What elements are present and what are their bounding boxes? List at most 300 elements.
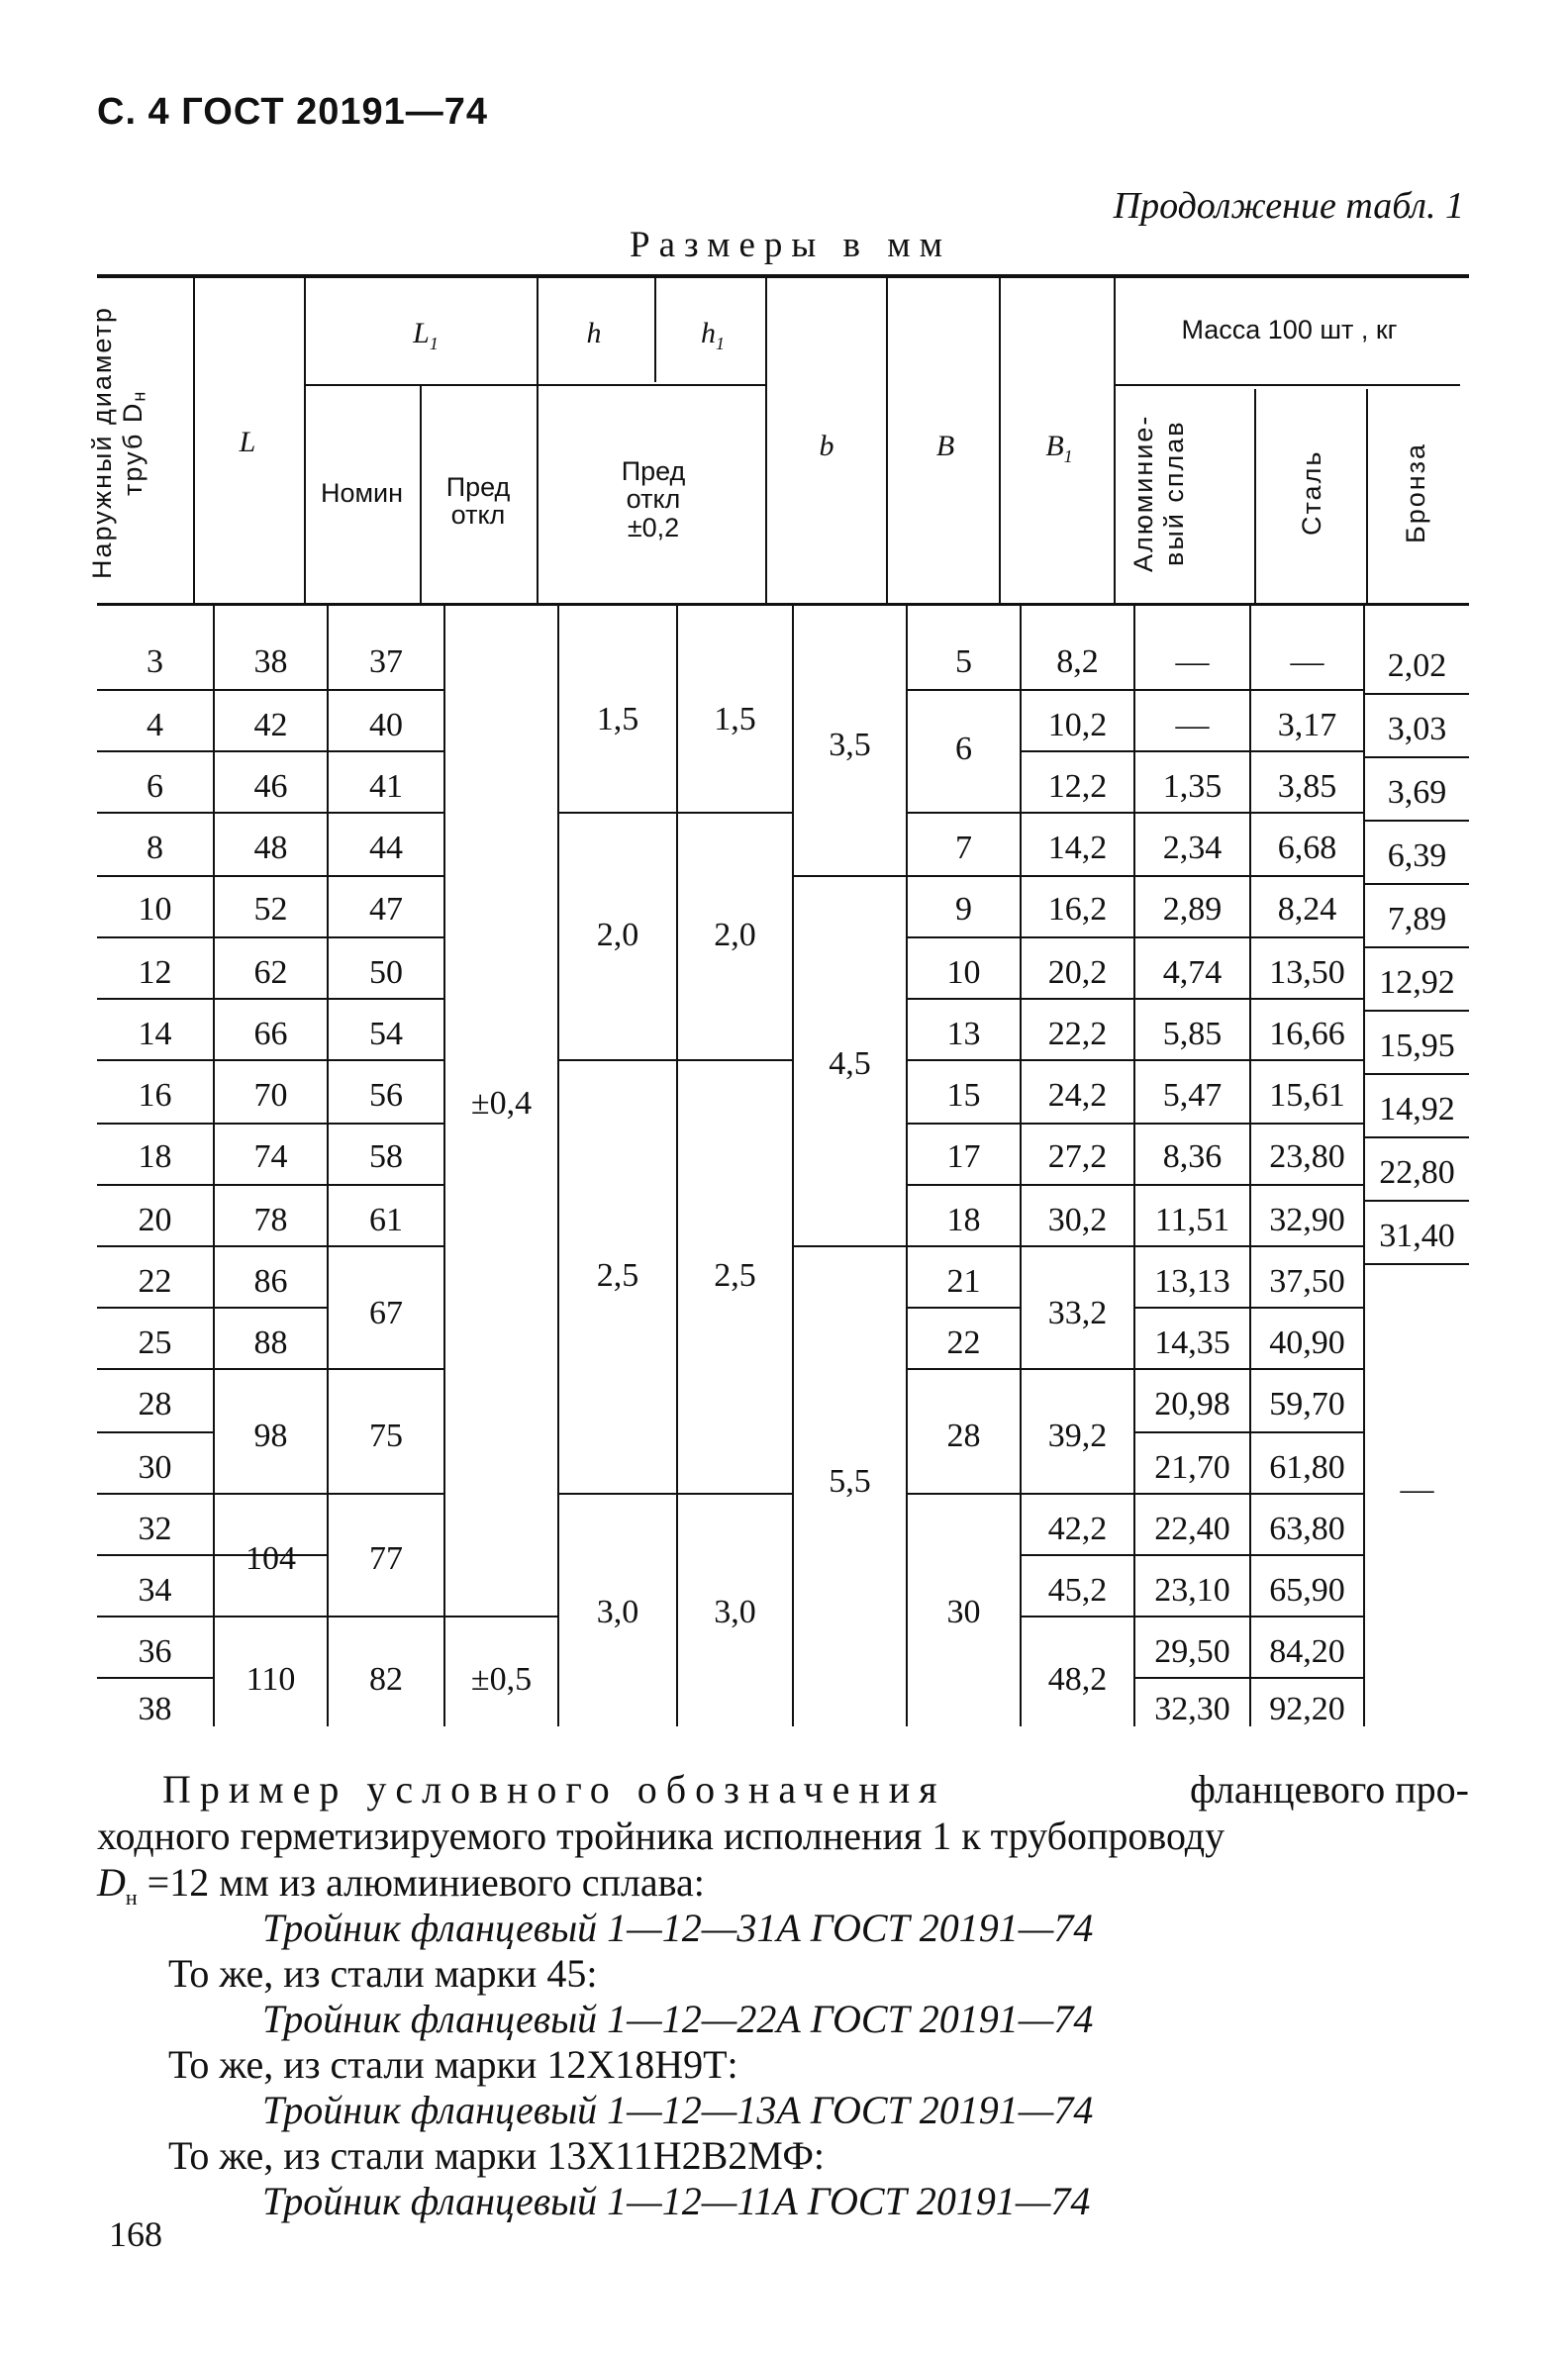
row-separator <box>97 1431 213 1433</box>
B-cell: 9 <box>955 891 972 928</box>
row-separator <box>794 1245 906 1247</box>
row-separator <box>329 998 443 1000</box>
row-separator <box>1251 1059 1363 1061</box>
body-divider <box>557 606 559 1726</box>
row-separator <box>215 1245 327 1247</box>
row-separator <box>329 1184 443 1186</box>
row-separator <box>1365 1073 1469 1075</box>
row-separator <box>215 1616 327 1618</box>
standard-code: ГОСТ 20191—74 <box>181 91 489 133</box>
L1-nominal-cell: 54 <box>369 1016 403 1052</box>
hdr-divider <box>537 278 539 603</box>
mass-steel-cell: 15,61 <box>1269 1077 1345 1114</box>
L1-nominal-cell: 75 <box>369 1418 403 1454</box>
example-intro-line1: Пример условного обозначения фланцевого про- <box>162 1767 1469 1812</box>
L-cell: 74 <box>253 1138 288 1175</box>
B-cell: 28 <box>946 1418 981 1454</box>
row-separator <box>97 1616 213 1618</box>
mass-steel-cell: 23,80 <box>1269 1138 1345 1175</box>
row-separator <box>97 875 213 877</box>
hdr-divider <box>1114 278 1116 603</box>
dn-cell: 14 <box>138 1016 172 1052</box>
row-separator <box>329 1245 443 1247</box>
B1-cell: 20,2 <box>1047 954 1108 991</box>
row-separator <box>1365 946 1469 948</box>
header-bottom-rule <box>97 603 1469 606</box>
L-cell: 46 <box>253 768 288 805</box>
header-b: b <box>819 430 834 462</box>
row-separator <box>1251 1368 1363 1370</box>
same-steel-13x11: То же, из стали марки 13Х11Н2В2МФ: <box>168 2133 826 2178</box>
B1-cell: 12,2 <box>1047 768 1108 805</box>
h-cell: 1,5 <box>596 701 639 737</box>
row-separator <box>97 1307 213 1309</box>
header-B1: $B_1$ <box>1045 430 1073 466</box>
hdr-divider <box>999 278 1001 603</box>
row-separator <box>97 1245 213 1247</box>
B-cell: 5 <box>955 643 972 680</box>
B1-cell: 24,2 <box>1047 1077 1108 1114</box>
row-separator <box>97 936 213 938</box>
row-separator <box>1135 875 1249 877</box>
example-intro-line2: ходного герметизируемого тройника исполнения 1 к трубопроводу <box>97 1814 1225 1858</box>
B-cell: 7 <box>955 830 972 866</box>
body-divider <box>443 606 445 1726</box>
row-separator <box>215 689 327 691</box>
mass-aluminium-cell: 2,89 <box>1162 891 1223 928</box>
L-cell: 62 <box>253 954 288 991</box>
B-cell: 13 <box>946 1016 981 1052</box>
page-label: С. 4 <box>97 91 170 133</box>
row-separator <box>908 689 1020 691</box>
B1-cell: 45,2 <box>1047 1572 1108 1609</box>
row-separator <box>908 875 1020 877</box>
mass-bronze-cell: 6,39 <box>1387 837 1447 874</box>
row-separator <box>329 750 443 752</box>
B1-cell: 22,2 <box>1047 1016 1108 1052</box>
mass-aluminium-cell: 14,35 <box>1154 1324 1230 1361</box>
row-separator <box>97 1368 213 1370</box>
row-separator <box>1365 693 1469 695</box>
mass-steel-cell: 92,20 <box>1269 1691 1345 1727</box>
hdr-subline <box>1114 384 1460 386</box>
L-cell: 98 <box>253 1418 288 1454</box>
row-separator <box>1135 1059 1249 1061</box>
row-separator <box>908 998 1020 1000</box>
header-h1: $h_1$ <box>701 317 725 353</box>
dn-cell: 4 <box>147 707 163 743</box>
row-separator <box>1251 1123 1363 1125</box>
header-bronze: Бронза <box>1401 441 1430 544</box>
row-separator <box>908 1059 1020 1061</box>
row-separator <box>1022 998 1133 1000</box>
mass-steel-cell: — <box>1290 643 1324 680</box>
dn-cell: 36 <box>138 1633 172 1670</box>
row-separator <box>97 812 213 814</box>
L1-nominal-cell: 56 <box>369 1077 403 1114</box>
row-separator <box>97 998 213 1000</box>
row-separator <box>1022 812 1133 814</box>
row-separator <box>1135 689 1249 691</box>
row-separator <box>1022 1123 1133 1125</box>
mass-aluminium-cell: 2,34 <box>1162 830 1223 866</box>
header-L1: $L_1$ <box>413 317 439 353</box>
B1-cell: 8,2 <box>1056 643 1099 680</box>
L1-nominal-cell: 44 <box>369 830 403 866</box>
table-continuation: Продолжение табл. 1 <box>1113 185 1464 227</box>
dn-cell: 32 <box>138 1511 172 1547</box>
mass-aluminium-cell: — <box>1175 643 1210 680</box>
designation-1: Тройник фланцевый 1—12—31А ГОСТ 20191—74 <box>262 1906 1094 1950</box>
header-h: h <box>586 317 602 349</box>
row-separator <box>1365 756 1469 758</box>
B-cell: 21 <box>946 1263 981 1300</box>
hdr-divider <box>765 278 767 603</box>
same-steel-12x18: То же, из стали марки 12Х18Н9Т: <box>168 2042 738 2087</box>
row-separator <box>1365 1010 1469 1012</box>
L-cell: 88 <box>253 1324 288 1361</box>
mass-steel-cell: 65,90 <box>1269 1572 1345 1609</box>
dn-cell: 34 <box>138 1572 172 1609</box>
h1-cell: 1,5 <box>714 701 756 737</box>
mass-steel-cell: 32,90 <box>1269 1202 1345 1238</box>
units-caption: Размеры в мм <box>630 225 952 265</box>
dn-cell: 25 <box>138 1324 172 1361</box>
row-separator <box>215 936 327 938</box>
row-separator <box>1251 936 1363 938</box>
row-separator <box>908 1245 1020 1247</box>
row-separator <box>908 1307 1020 1309</box>
mass-bronze-cell: — <box>1400 1471 1434 1508</box>
row-separator <box>1365 820 1469 822</box>
L-cell: 66 <box>253 1016 288 1052</box>
L1-tolerance-cell: ±0,5 <box>470 1661 533 1698</box>
row-separator <box>1022 1493 1133 1495</box>
mass-steel-cell: 40,90 <box>1269 1324 1345 1361</box>
mass-aluminium-cell: 5,47 <box>1162 1077 1223 1114</box>
row-separator <box>97 1493 213 1495</box>
B-cell: 18 <box>946 1202 981 1238</box>
mass-aluminium-cell: — <box>1175 707 1210 743</box>
row-separator <box>445 1616 557 1618</box>
row-separator <box>1251 1184 1363 1186</box>
row-separator <box>329 936 443 938</box>
B-cell: 15 <box>946 1077 981 1114</box>
mass-bronze-cell: 15,95 <box>1379 1028 1455 1064</box>
B-cell: 10 <box>946 954 981 991</box>
row-separator <box>97 1554 213 1556</box>
row-separator <box>908 1368 1020 1370</box>
row-separator <box>1135 1431 1249 1433</box>
row-separator <box>215 1059 327 1061</box>
B-cell: 30 <box>946 1594 981 1630</box>
hdr-divider <box>886 278 888 603</box>
L-cell: 110 <box>245 1661 296 1698</box>
row-separator <box>97 750 213 752</box>
mass-aluminium-cell: 22,40 <box>1154 1511 1230 1547</box>
L1-nominal-cell: 47 <box>369 891 403 928</box>
mass-aluminium-cell: 5,85 <box>1162 1016 1223 1052</box>
row-separator <box>215 1307 327 1309</box>
L1-nominal-cell: 37 <box>369 643 403 680</box>
b-cell: 5,5 <box>829 1463 871 1500</box>
row-separator <box>97 689 213 691</box>
L-cell: 38 <box>253 643 288 680</box>
row-separator <box>559 1059 676 1061</box>
L-cell: 78 <box>253 1202 288 1238</box>
table-top-rule <box>97 274 1469 278</box>
h-cell: 2,0 <box>596 917 639 953</box>
header-tolerance-h: Пред откл ±0,2 <box>621 456 686 542</box>
mass-aluminium-cell: 8,36 <box>1162 1138 1223 1175</box>
row-separator <box>1022 1184 1133 1186</box>
dn-cell: 18 <box>138 1138 172 1175</box>
mass-bronze-cell: 3,69 <box>1387 774 1447 811</box>
mass-aluminium-cell: 1,35 <box>1162 768 1223 805</box>
hdr-divider <box>1254 389 1256 603</box>
mass-aluminium-cell: 11,51 <box>1154 1202 1230 1238</box>
row-separator <box>329 1123 443 1125</box>
row-separator <box>1135 750 1249 752</box>
mass-bronze-cell: 31,40 <box>1379 1218 1455 1254</box>
dn-cell: 8 <box>147 830 163 866</box>
row-separator <box>1135 1123 1249 1125</box>
row-separator <box>1022 1554 1133 1556</box>
row-separator <box>97 1123 213 1125</box>
dn-cell: 10 <box>138 891 172 928</box>
L-cell: 104 <box>245 1540 296 1577</box>
dn-cell: 16 <box>138 1077 172 1114</box>
row-separator <box>1022 1059 1133 1061</box>
row-separator <box>329 875 443 877</box>
row-separator <box>1135 812 1249 814</box>
hdr-divider <box>304 278 306 603</box>
mass-bronze-cell: 12,92 <box>1379 964 1455 1001</box>
row-separator <box>329 1493 443 1495</box>
row-separator <box>908 812 1020 814</box>
row-separator <box>1022 750 1133 752</box>
mass-bronze-cell: 7,89 <box>1387 901 1447 937</box>
designation-3: Тройник фланцевый 1—12—13А ГОСТ 20191—74 <box>262 2088 1094 2132</box>
B1-cell: 14,2 <box>1047 830 1108 866</box>
L-cell: 42 <box>253 707 288 743</box>
body-divider <box>676 606 678 1726</box>
row-separator <box>215 875 327 877</box>
dn-cell: 22 <box>138 1263 172 1300</box>
row-separator <box>908 1184 1020 1186</box>
mass-bronze-cell: 14,92 <box>1379 1091 1455 1127</box>
h1-cell: 3,0 <box>714 1594 756 1630</box>
row-separator <box>1251 812 1363 814</box>
mass-steel-cell: 6,68 <box>1277 830 1337 866</box>
row-separator <box>1022 936 1133 938</box>
L-cell: 70 <box>253 1077 288 1114</box>
B1-cell: 30,2 <box>1047 1202 1108 1238</box>
mass-aluminium-cell: 23,10 <box>1154 1572 1230 1609</box>
row-separator <box>97 1184 213 1186</box>
row-separator <box>215 1184 327 1186</box>
row-separator <box>329 689 443 691</box>
mass-steel-cell: 16,66 <box>1269 1016 1345 1052</box>
row-separator <box>908 1493 1020 1495</box>
row-separator <box>678 1493 792 1495</box>
same-steel-45: То же, из стали марки 45: <box>168 1951 598 1996</box>
row-separator <box>1251 998 1363 1000</box>
page-number: 168 <box>109 2214 162 2254</box>
row-separator <box>1135 1184 1249 1186</box>
L1-nominal-cell: 40 <box>369 707 403 743</box>
header-outer-diameter: Наружный диаметр труб $D_н$ <box>87 306 149 579</box>
L1-nominal-cell: 67 <box>369 1295 403 1331</box>
L1-tolerance-cell: ±0,4 <box>470 1085 533 1122</box>
row-separator <box>1251 750 1363 752</box>
dn-cell: 38 <box>138 1691 172 1727</box>
h1-cell: 2,0 <box>714 917 756 953</box>
h-cell: 2,5 <box>596 1257 639 1294</box>
row-separator <box>678 1059 792 1061</box>
row-separator <box>908 1123 1020 1125</box>
L1-nominal-cell: 41 <box>369 768 403 805</box>
L-cell: 86 <box>253 1263 288 1300</box>
L1-nominal-cell: 61 <box>369 1202 403 1238</box>
row-separator <box>559 812 676 814</box>
L-cell: 48 <box>253 830 288 866</box>
row-separator <box>1365 1200 1469 1202</box>
B-cell: 22 <box>946 1324 981 1361</box>
row-separator <box>215 812 327 814</box>
header-mass: Масса 100 шт , кг <box>1181 315 1398 344</box>
row-separator <box>1135 1677 1249 1679</box>
row-separator <box>1251 1616 1363 1618</box>
row-separator <box>1135 1493 1249 1495</box>
B1-cell: 27,2 <box>1047 1138 1108 1175</box>
row-separator <box>1022 1368 1133 1370</box>
row-separator <box>215 998 327 1000</box>
L1-nominal-cell: 58 <box>369 1138 403 1175</box>
hdr-subline <box>304 384 537 386</box>
dn-cell: 12 <box>138 954 172 991</box>
mass-aluminium-cell: 21,70 <box>1154 1449 1230 1486</box>
row-separator <box>1022 1616 1133 1618</box>
row-separator <box>329 1616 443 1618</box>
row-separator <box>1251 1431 1363 1433</box>
row-separator <box>1251 1307 1363 1309</box>
mass-aluminium-cell: 20,98 <box>1154 1386 1230 1422</box>
row-separator <box>329 812 443 814</box>
row-separator <box>1251 1493 1363 1495</box>
row-separator <box>1135 998 1249 1000</box>
row-separator <box>1251 1245 1363 1247</box>
row-separator <box>559 1493 676 1495</box>
row-separator <box>1251 689 1363 691</box>
L1-nominal-cell: 50 <box>369 954 403 991</box>
row-separator <box>794 875 906 877</box>
mass-steel-cell: 37,50 <box>1269 1263 1345 1300</box>
B1-cell: 16,2 <box>1047 891 1108 928</box>
L1-nominal-cell: 82 <box>369 1661 403 1698</box>
hdr-divider <box>654 278 656 382</box>
mass-aluminium-cell: 13,13 <box>1154 1263 1230 1300</box>
hdr-subline <box>537 384 765 386</box>
B1-cell: 42,2 <box>1047 1511 1108 1547</box>
L1-nominal-cell: 77 <box>369 1540 403 1577</box>
mass-aluminium-cell: 29,50 <box>1154 1633 1230 1670</box>
example-intro-line3: $D_н =12$ мм из алюминиевого сплава: <box>97 1860 705 1910</box>
dn-cell: 28 <box>138 1386 172 1422</box>
B-cell: 17 <box>946 1138 981 1175</box>
B1-cell: 10,2 <box>1047 707 1108 743</box>
L-cell: 52 <box>253 891 288 928</box>
mass-bronze-cell: 3,03 <box>1387 711 1447 747</box>
b-cell: 3,5 <box>829 727 871 763</box>
row-separator <box>329 1059 443 1061</box>
header-tolerance-L1: Пред откл <box>445 472 511 531</box>
B1-cell: 39,2 <box>1047 1418 1108 1454</box>
row-separator <box>1365 1263 1469 1265</box>
B1-cell: 48,2 <box>1047 1661 1108 1698</box>
header-steel: Сталь <box>1297 449 1326 537</box>
body-divider <box>792 606 794 1726</box>
row-separator <box>1022 1245 1133 1247</box>
row-separator <box>678 812 792 814</box>
dn-cell: 3 <box>147 643 163 680</box>
designation-2: Тройник фланцевый 1—12—22А ГОСТ 20191—74 <box>262 1997 1094 2041</box>
row-separator <box>1251 875 1363 877</box>
row-separator <box>215 750 327 752</box>
b-cell: 4,5 <box>829 1045 871 1082</box>
row-separator <box>1135 1245 1249 1247</box>
header-B: B <box>935 430 955 462</box>
mass-steel-cell: 59,70 <box>1269 1386 1345 1422</box>
mass-steel-cell: 3,17 <box>1277 707 1337 743</box>
mass-aluminium-cell: 4,74 <box>1162 954 1223 991</box>
h1-cell: 2,5 <box>714 1257 756 1294</box>
row-separator <box>1135 936 1249 938</box>
dn-cell: 20 <box>138 1202 172 1238</box>
mass-steel-cell: 13,50 <box>1269 954 1345 991</box>
row-separator <box>1135 1307 1249 1309</box>
hdr-divider <box>193 278 195 603</box>
mass-steel-cell: 8,24 <box>1277 891 1337 928</box>
mass-steel-cell: 61,80 <box>1269 1449 1345 1486</box>
dn-cell: 6 <box>147 768 163 805</box>
mass-bronze-cell: 22,80 <box>1379 1154 1455 1191</box>
hdr-divider <box>1366 389 1368 603</box>
row-separator <box>1251 1677 1363 1679</box>
row-separator <box>1135 1616 1249 1618</box>
row-separator <box>329 1368 443 1370</box>
mass-steel-cell: 84,20 <box>1269 1633 1345 1670</box>
row-separator <box>1365 883 1469 885</box>
row-separator <box>215 1123 327 1125</box>
mass-aluminium-cell: 32,30 <box>1154 1691 1230 1727</box>
page-header <box>97 91 488 134</box>
row-separator <box>908 936 1020 938</box>
row-separator <box>1135 1554 1249 1556</box>
row-separator <box>215 1368 327 1370</box>
h-cell: 3,0 <box>596 1594 639 1630</box>
dn-cell: 30 <box>138 1449 172 1486</box>
header-aluminium: Алюминие- вый сплав <box>1128 414 1190 572</box>
mass-steel-cell: 63,80 <box>1269 1511 1345 1547</box>
row-separator <box>1251 1554 1363 1556</box>
B-cell: 6 <box>955 731 972 767</box>
row-separator <box>1365 1136 1469 1138</box>
mass-bronze-cell: 2,02 <box>1387 647 1447 684</box>
row-separator <box>1022 689 1133 691</box>
header-L: L <box>239 426 256 458</box>
row-separator <box>1022 875 1133 877</box>
